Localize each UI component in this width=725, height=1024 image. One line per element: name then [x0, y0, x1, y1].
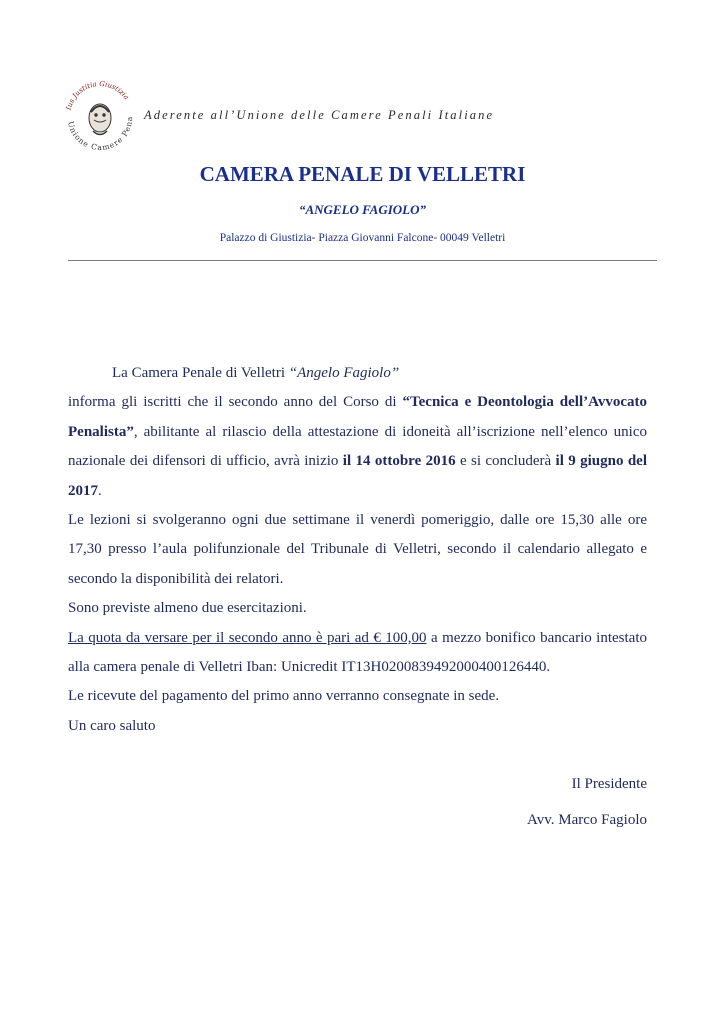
course-title: “Tecnica e Deontologia dell’Avvocato Penalista” [68, 394, 647, 440]
paragraph-receipts: Le ricevute del pagamento del primo anno verranno consegnate in sede. [68, 688, 500, 705]
address: Palazzo di Giustizia- Piazza Giovanni Falcone- 00049 Velletri [219, 232, 506, 244]
signature-name: Avv. Marco Fagiolo [527, 812, 647, 828]
intro-text: La Camera Penale di Velletri [112, 365, 289, 381]
course-start-date: il 14 ottobre 2016 [342, 453, 456, 470]
fee-amount: La quota da versare per il secondo anno è pari ad € 100,00 [68, 629, 427, 646]
fee-details: a mezzo bonifico bancario intestato alla camera penale di Velletri Iban: Unicredit IT13H0200839492000400126440. [68, 629, 647, 676]
header-divider [68, 260, 657, 261]
svg-text:Ius Justitia Giustizia: Ius Justitia Giustizia [64, 79, 131, 111]
paragraph-greeting: Un caro saluto [68, 717, 156, 734]
course-text-3: e si concluderà [455, 453, 556, 470]
tagline: Aderente all’Unione delle Camere Penali Italiane [144, 108, 495, 122]
paragraph-intro [68, 359, 647, 388]
signature-role: Il Presidente [571, 776, 647, 792]
paragraph-schedule: Le lezioni si svolgeranno ogni due settimane il venerdì pomeriggio, dalle ore 15,30 alle ore 17,30 presso l’aula polifunzionale del Tribunale di Velletri, secondo il calendario allegato e secondo la disponibilità dei relatori. [68, 512, 647, 587]
course-end-date: il 9 giugno del 2017 [68, 453, 647, 499]
paragraph-exercises: Sono previste almeno due esercitazioni. [68, 600, 307, 617]
svg-text:Unione Camere Penali: Unione Camere Pena [66, 115, 135, 153]
paragraph-fee [68, 624, 647, 683]
paragraph-course [68, 388, 647, 506]
page-title: CAMERA PENALE DI VELLETRI [199, 162, 526, 186]
camere-penali-logo [60, 76, 140, 156]
intro-name: “Angelo Fagiolo” [288, 365, 400, 381]
course-text-2: , abilitante al rilascio della attestazione di idoneità all’iscrizione nell’elenco unico nazionale dei difensori di ufficio, avrà inizio [68, 423, 647, 470]
page-subtitle: “ANGELO FAGIOLO” [298, 202, 426, 217]
letter-body [68, 359, 647, 741]
course-text-4: . [98, 482, 102, 499]
course-text-1: informa gli iscritti che il secondo anno del Corso di [68, 394, 403, 411]
